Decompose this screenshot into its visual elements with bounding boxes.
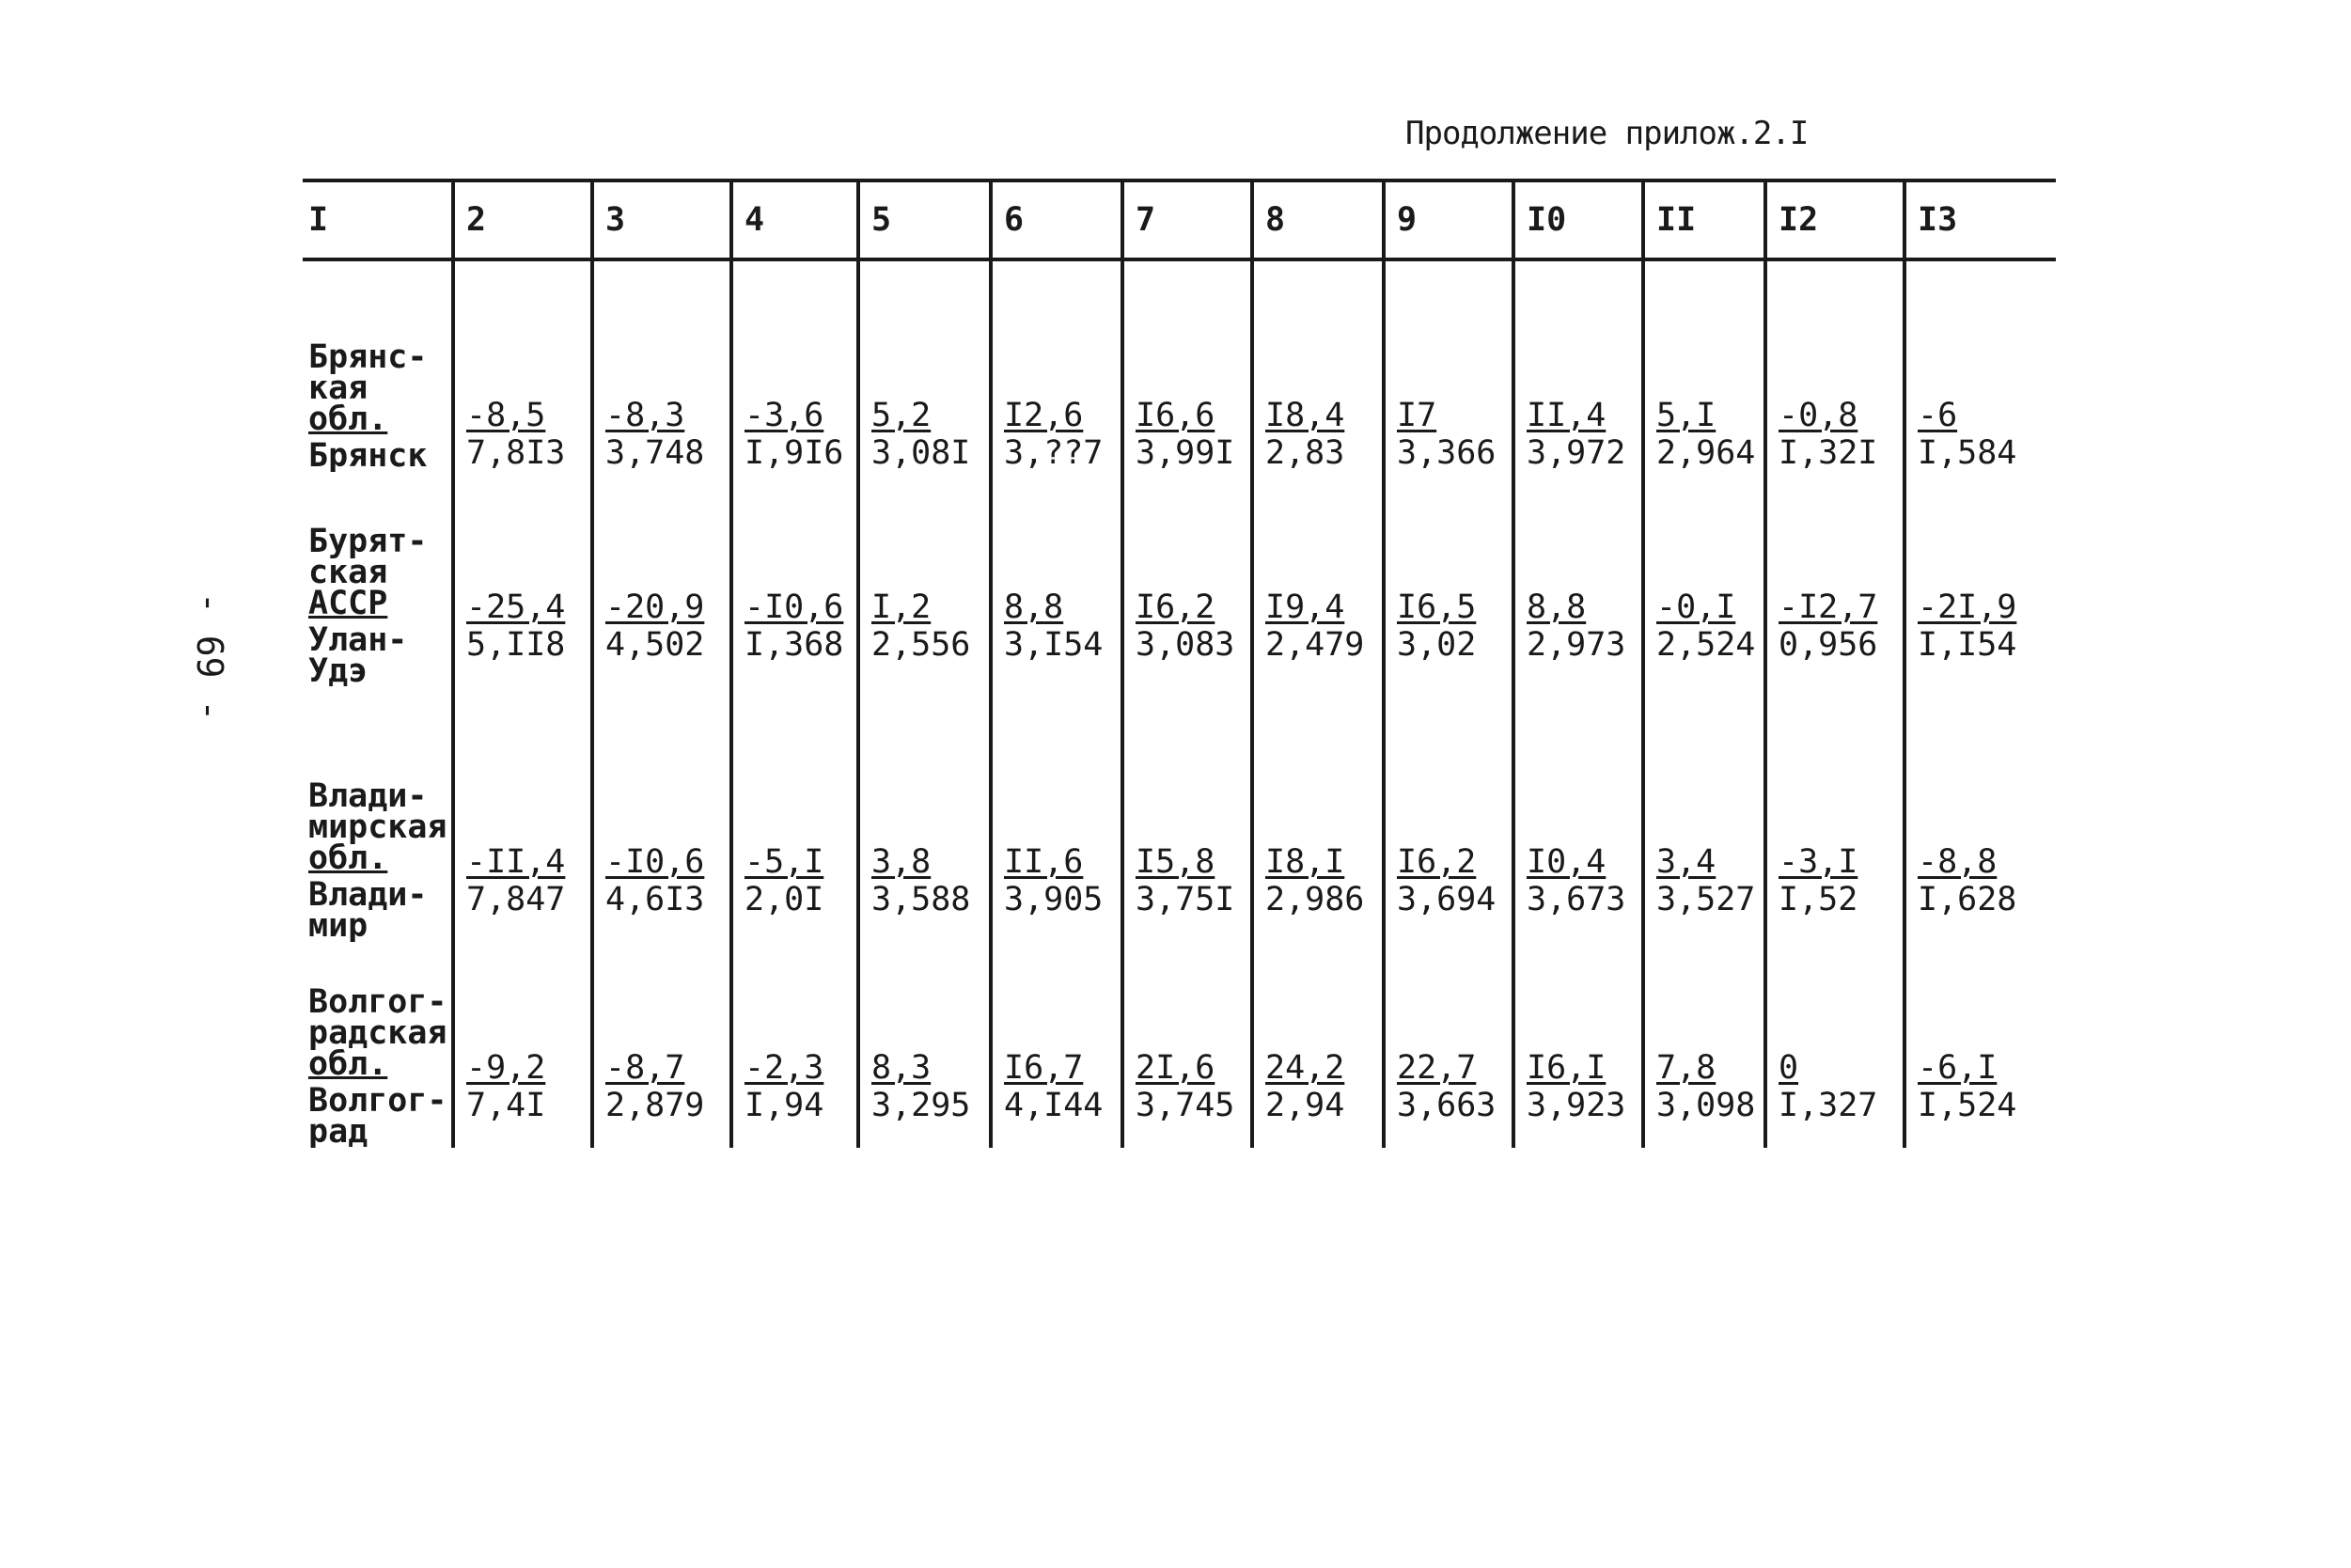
value-bottom: 3,75I bbox=[1136, 881, 1235, 918]
value-bottom: 3,972 bbox=[1527, 434, 1626, 472]
value-top: -2,3 bbox=[744, 1049, 824, 1087]
value-cell bbox=[592, 259, 731, 472]
value-cell bbox=[991, 259, 1122, 472]
region-name bbox=[308, 983, 447, 1083]
value-bottom: 7,847 bbox=[466, 881, 566, 918]
value-top: I0,4 bbox=[1527, 843, 1607, 881]
region-cell bbox=[303, 472, 453, 687]
value-bottom: 3,745 bbox=[1136, 1087, 1235, 1124]
value-bottom: 3,673 bbox=[1527, 881, 1626, 918]
value-top: I5,8 bbox=[1136, 843, 1215, 881]
col-header: 5 bbox=[858, 180, 991, 259]
region-cell bbox=[303, 687, 453, 942]
city-name-line: Удэ bbox=[308, 652, 368, 687]
region-name-line: обл. bbox=[308, 400, 388, 438]
col-header: I3 bbox=[1904, 180, 2056, 259]
region-cell bbox=[303, 259, 453, 472]
value-top: -3,6 bbox=[744, 397, 824, 434]
table-body bbox=[303, 259, 2056, 1148]
region-name-line: Волгог- bbox=[308, 983, 447, 1021]
value-cell bbox=[1384, 687, 1513, 942]
value-top: -8,8 bbox=[1918, 843, 1998, 881]
value-cell bbox=[1643, 942, 1765, 1148]
col-header: 2 bbox=[453, 180, 592, 259]
value-cell bbox=[1252, 942, 1384, 1148]
value-top: -6,I bbox=[1918, 1049, 1998, 1087]
value-cell bbox=[731, 259, 858, 472]
value-bottom: 3,295 bbox=[871, 1087, 971, 1124]
value-bottom: 3,366 bbox=[1397, 434, 1497, 472]
value-bottom: 5,II8 bbox=[466, 626, 566, 664]
value-cell bbox=[858, 942, 991, 1148]
value-top: 5,I bbox=[1656, 397, 1716, 434]
value-bottom: 4,I44 bbox=[1004, 1087, 1104, 1124]
value-top: -II,4 bbox=[466, 843, 566, 881]
value-cell bbox=[1765, 687, 1904, 942]
value-bottom: 3,I54 bbox=[1004, 626, 1104, 664]
value-cell bbox=[858, 472, 991, 687]
value-top: -25,4 bbox=[466, 588, 566, 626]
col-header: I bbox=[308, 201, 329, 239]
value-bottom: 2,524 bbox=[1656, 626, 1756, 664]
value-bottom: I,32I bbox=[1779, 434, 1878, 472]
value-cell bbox=[991, 942, 1122, 1148]
value-bottom: 2,94 bbox=[1265, 1087, 1345, 1124]
region-name-line: ская bbox=[308, 554, 388, 591]
value-bottom: 3,08I bbox=[871, 434, 971, 472]
city-name-line: Улан- bbox=[308, 621, 408, 659]
value-top: I2,6 bbox=[1004, 397, 1084, 434]
value-bottom: 2,879 bbox=[605, 1087, 705, 1124]
value-top: -0,I bbox=[1656, 588, 1736, 626]
col-header: I0 bbox=[1513, 180, 1643, 259]
value-cell bbox=[1252, 687, 1384, 942]
value-cell bbox=[1643, 259, 1765, 472]
value-top: -8,7 bbox=[605, 1049, 685, 1087]
value-bottom: 3,02 bbox=[1397, 626, 1477, 664]
region-name bbox=[308, 523, 446, 622]
city-name bbox=[308, 876, 446, 942]
city-name bbox=[308, 1082, 447, 1148]
col-header: 6 bbox=[991, 180, 1122, 259]
value-bottom: I,368 bbox=[744, 626, 844, 664]
value-top: I8,4 bbox=[1265, 397, 1345, 434]
value-cell bbox=[1122, 687, 1252, 942]
value-cell bbox=[731, 472, 858, 687]
value-cell bbox=[1765, 472, 1904, 687]
value-top: 7,8 bbox=[1656, 1049, 1716, 1087]
value-cell bbox=[453, 472, 592, 687]
value-top: 8,3 bbox=[871, 1049, 932, 1087]
value-top: -0,8 bbox=[1779, 397, 1858, 434]
value-bottom: 3,098 bbox=[1656, 1087, 1756, 1124]
value-top: I6,2 bbox=[1136, 588, 1215, 626]
table-row bbox=[303, 259, 2056, 472]
region-name-line: радская bbox=[308, 1014, 447, 1052]
value-top: -2I,9 bbox=[1918, 588, 2017, 626]
value-top: I7 bbox=[1397, 397, 1437, 434]
value-cell bbox=[858, 259, 991, 472]
value-cell bbox=[1643, 687, 1765, 942]
value-cell bbox=[592, 687, 731, 942]
value-top: I8,I bbox=[1265, 843, 1345, 881]
value-top: 22,7 bbox=[1397, 1049, 1477, 1087]
value-cell bbox=[1904, 942, 2056, 1148]
value-top: -9,2 bbox=[466, 1049, 546, 1087]
value-top: -3,I bbox=[1779, 843, 1858, 881]
value-bottom: 2,556 bbox=[871, 626, 971, 664]
value-cell bbox=[1513, 687, 1643, 942]
value-top: II,6 bbox=[1004, 843, 1084, 881]
value-cell bbox=[1513, 942, 1643, 1148]
value-top: -6 bbox=[1918, 397, 1958, 434]
value-top: I6,5 bbox=[1397, 588, 1477, 626]
value-top: 24,2 bbox=[1265, 1049, 1345, 1087]
table-row bbox=[303, 472, 2056, 687]
region-name-line: кая bbox=[308, 369, 368, 407]
value-bottom: I,I54 bbox=[1918, 626, 2017, 664]
col-header: I2 bbox=[1765, 180, 1904, 259]
value-bottom: 3,663 bbox=[1397, 1087, 1497, 1124]
value-top: I,2 bbox=[871, 588, 932, 626]
value-bottom: I,94 bbox=[744, 1087, 824, 1124]
col-header: 4 bbox=[731, 180, 858, 259]
region-name-line: обл. bbox=[308, 1045, 388, 1083]
value-cell bbox=[731, 942, 858, 1148]
city-name bbox=[308, 437, 446, 472]
value-bottom: I,628 bbox=[1918, 881, 2017, 918]
value-cell bbox=[731, 687, 858, 942]
value-top: I9,4 bbox=[1265, 588, 1345, 626]
value-bottom: 0,956 bbox=[1779, 626, 1878, 664]
region-cell bbox=[303, 942, 453, 1148]
climate-table bbox=[303, 179, 2056, 1148]
value-bottom: 7,4I bbox=[466, 1087, 546, 1124]
value-top: II,4 bbox=[1527, 397, 1607, 434]
value-top: 8,8 bbox=[1004, 588, 1064, 626]
value-bottom: 3,748 bbox=[605, 434, 705, 472]
value-top: -I2,7 bbox=[1779, 588, 1878, 626]
value-cell bbox=[592, 472, 731, 687]
value-cell bbox=[1122, 472, 1252, 687]
value-bottom: 3,905 bbox=[1004, 881, 1104, 918]
value-top: I6,I bbox=[1527, 1049, 1607, 1087]
value-top: I6,6 bbox=[1136, 397, 1215, 434]
value-cell bbox=[1904, 687, 2056, 942]
region-name-line: Бурят- bbox=[308, 523, 428, 560]
value-cell bbox=[453, 942, 592, 1148]
value-bottom: 3,923 bbox=[1527, 1087, 1626, 1124]
value-top: -8,5 bbox=[466, 397, 546, 434]
value-bottom: 3,694 bbox=[1397, 881, 1497, 918]
value-top: -20,9 bbox=[605, 588, 705, 626]
value-cell bbox=[1252, 259, 1384, 472]
city-name-line: рад bbox=[308, 1113, 368, 1148]
value-top: 0 bbox=[1779, 1049, 1799, 1087]
value-cell bbox=[1122, 259, 1252, 472]
value-bottom: 2,83 bbox=[1265, 434, 1345, 472]
value-cell bbox=[1513, 472, 1643, 687]
value-bottom: 4,502 bbox=[605, 626, 705, 664]
value-bottom: 2,964 bbox=[1656, 434, 1756, 472]
value-bottom: 2,986 bbox=[1265, 881, 1365, 918]
value-cell bbox=[592, 942, 731, 1148]
value-bottom: I,9I6 bbox=[744, 434, 844, 472]
value-cell bbox=[1765, 942, 1904, 1148]
header-row bbox=[303, 180, 2056, 259]
city-name bbox=[308, 621, 446, 687]
region-name-line: обл. bbox=[308, 839, 388, 877]
page-number: - 69 - bbox=[189, 592, 230, 722]
value-top: 8,8 bbox=[1527, 588, 1587, 626]
city-name-line: Волгог- bbox=[308, 1082, 447, 1120]
value-cell bbox=[453, 259, 592, 472]
value-cell bbox=[1904, 259, 2056, 472]
value-cell bbox=[1384, 259, 1513, 472]
value-top: 3,8 bbox=[871, 843, 932, 881]
value-bottom: 4,6I3 bbox=[605, 881, 705, 918]
region-name bbox=[308, 777, 447, 877]
city-name-line: Влади- bbox=[308, 876, 428, 914]
value-bottom: 3,527 bbox=[1656, 881, 1756, 918]
value-bottom: 2,0I bbox=[744, 881, 824, 918]
table-row bbox=[303, 687, 2056, 942]
value-bottom: 7,8I3 bbox=[466, 434, 566, 472]
value-bottom: I,52 bbox=[1779, 881, 1858, 918]
value-cell bbox=[991, 687, 1122, 942]
col-header: 9 bbox=[1384, 180, 1513, 259]
value-cell bbox=[1765, 259, 1904, 472]
col-header: II bbox=[1643, 180, 1765, 259]
value-bottom: I,584 bbox=[1918, 434, 2017, 472]
region-name-line: АССР bbox=[308, 585, 388, 622]
value-bottom: I,524 bbox=[1918, 1087, 2017, 1124]
value-cell bbox=[1513, 259, 1643, 472]
value-bottom: I,327 bbox=[1779, 1087, 1878, 1124]
value-cell bbox=[1252, 472, 1384, 687]
value-bottom: 2,479 bbox=[1265, 626, 1365, 664]
table-row bbox=[303, 942, 2056, 1148]
value-top: -5,I bbox=[744, 843, 824, 881]
value-top: 2I,6 bbox=[1136, 1049, 1215, 1087]
col-header: 7 bbox=[1122, 180, 1252, 259]
value-bottom: 3,99I bbox=[1136, 434, 1235, 472]
value-top: -8,3 bbox=[605, 397, 685, 434]
value-top: 5,2 bbox=[871, 397, 932, 434]
value-top: 3,4 bbox=[1656, 843, 1716, 881]
table-caption: Продолжение прилож.2.I bbox=[1405, 115, 1809, 152]
col-header: 8 bbox=[1252, 180, 1384, 259]
city-name-line: Брянск bbox=[308, 437, 428, 472]
value-cell bbox=[1122, 942, 1252, 1148]
value-bottom: 3,??7 bbox=[1004, 434, 1104, 472]
value-cell bbox=[1384, 942, 1513, 1148]
value-cell bbox=[1643, 472, 1765, 687]
value-bottom: 3,588 bbox=[871, 881, 971, 918]
value-cell bbox=[1384, 472, 1513, 687]
col-header: 3 bbox=[592, 180, 731, 259]
region-name bbox=[308, 338, 446, 438]
region-name-line: мирская bbox=[308, 808, 447, 846]
value-top: -I0,6 bbox=[744, 588, 844, 626]
region-name-line: Брянс- bbox=[308, 338, 428, 376]
value-top: I6,7 bbox=[1004, 1049, 1084, 1087]
value-cell bbox=[453, 687, 592, 942]
value-cell bbox=[991, 472, 1122, 687]
value-bottom: 3,083 bbox=[1136, 626, 1235, 664]
value-top: I6,2 bbox=[1397, 843, 1477, 881]
value-top: -I0,6 bbox=[605, 843, 705, 881]
value-cell bbox=[858, 687, 991, 942]
city-name-line: мир bbox=[308, 907, 368, 942]
value-cell bbox=[1904, 472, 2056, 687]
value-bottom: 2,973 bbox=[1527, 626, 1626, 664]
region-name-line: Влади- bbox=[308, 777, 428, 815]
